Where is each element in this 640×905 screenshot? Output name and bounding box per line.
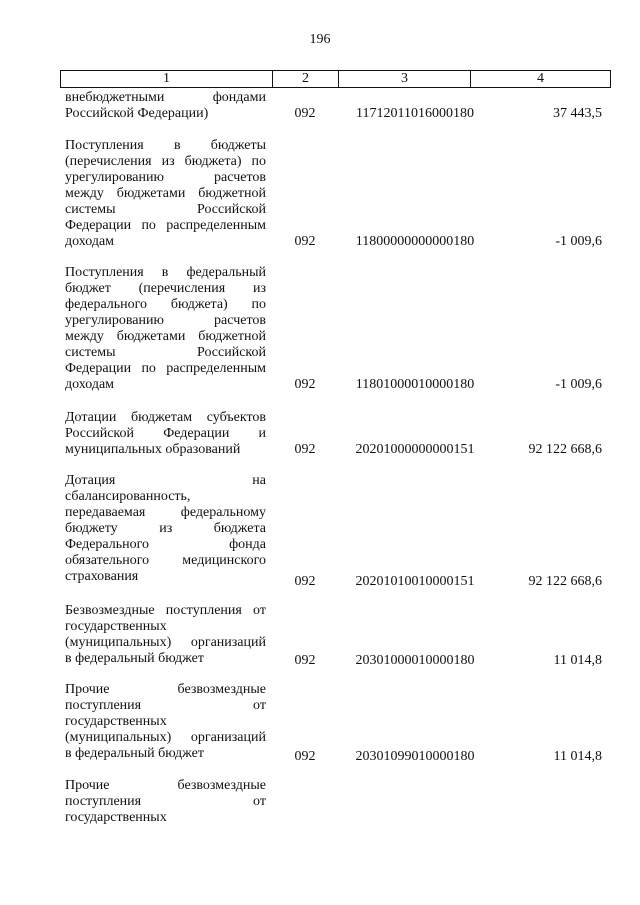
row-description xyxy=(65,682,266,762)
description-line: федерального бюджета) по xyxy=(65,297,266,312)
admin-code: 092 xyxy=(294,442,316,457)
description-line: обязательного медицинского xyxy=(65,553,266,568)
row-description xyxy=(65,138,266,250)
description-line: бюджету из бюджета xyxy=(65,521,266,536)
description-line: в федеральный бюджет xyxy=(65,651,204,666)
amount: 37 443,5 xyxy=(553,106,602,121)
amount: 92 122 668,6 xyxy=(528,442,602,457)
description-line: Федерации по распределенным xyxy=(65,218,266,233)
budget-classification-code: 11800000000000180 xyxy=(355,234,475,249)
amount: -1 009,6 xyxy=(555,377,602,392)
row-description xyxy=(65,265,266,393)
description-line: урегулированию расчетов xyxy=(65,313,266,328)
description-line: Безвозмездные поступления от xyxy=(65,603,266,618)
amount: 11 014,8 xyxy=(553,749,602,764)
description-line: между бюджетами бюджетной xyxy=(65,186,266,201)
admin-code: 092 xyxy=(294,234,316,249)
description-line: между бюджетами бюджетной xyxy=(65,329,266,344)
description-line: внебюджетными фондами xyxy=(65,90,266,105)
description-line: системы Российской xyxy=(65,202,266,217)
description-line: бюджет (перечисления из xyxy=(65,281,266,296)
description-line: государственных xyxy=(65,810,167,825)
admin-code: 092 xyxy=(294,653,316,668)
description-line: страхования xyxy=(65,569,139,584)
row-description xyxy=(65,410,266,458)
description-line: передаваемая федеральному xyxy=(65,505,266,520)
budget-classification-code: 11712011016000180 xyxy=(356,106,474,121)
description-line: Федерального фонда xyxy=(65,537,266,552)
description-line: (перечисления из бюджета) по xyxy=(65,154,266,169)
description-line: Дотация на xyxy=(65,473,266,488)
description-line: доходам xyxy=(65,234,115,249)
description-line: государственных xyxy=(65,714,167,729)
budget-classification-code: 11801000010000180 xyxy=(355,377,475,392)
description-line: Дотации бюджетам субъектов xyxy=(65,410,266,425)
budget-classification-code: 20201010010000151 xyxy=(355,574,475,589)
page-number: 196 xyxy=(309,32,331,47)
admin-code: 092 xyxy=(294,574,316,589)
description-line: поступления от xyxy=(65,794,266,809)
description-line: системы Российской xyxy=(65,345,266,360)
column-header-2: 2 xyxy=(273,71,339,87)
admin-code: 092 xyxy=(294,106,316,121)
column-header-1: 1 xyxy=(61,71,273,87)
column-header-3: 3 xyxy=(339,71,471,87)
budget-classification-code: 20301099010000180 xyxy=(355,749,475,764)
description-line: муниципальных образований xyxy=(65,442,241,457)
description-line: (муниципальных) организаций xyxy=(65,635,266,650)
admin-code: 092 xyxy=(294,377,316,392)
description-line: Российской Федерации) xyxy=(65,106,209,121)
row-description xyxy=(65,473,266,585)
description-line: Прочие безвозмездные xyxy=(65,682,266,697)
admin-code: 092 xyxy=(294,749,316,764)
amount: 92 122 668,6 xyxy=(528,574,602,589)
description-line: доходам xyxy=(65,377,115,392)
description-line: урегулированию расчетов xyxy=(65,170,266,185)
budget-classification-code: 20201000000000151 xyxy=(355,442,475,457)
column-header-4: 4 xyxy=(537,71,544,86)
amount: 11 014,8 xyxy=(553,653,602,668)
budget-classification-code: 20301000010000180 xyxy=(355,653,475,668)
description-line: государственных xyxy=(65,619,167,634)
row-description xyxy=(65,603,266,667)
column-header-row xyxy=(60,70,611,88)
description-line: Прочие безвозмездные xyxy=(65,778,266,793)
description-line: Федерации по распределенным xyxy=(65,361,266,376)
description-line: Российской Федерации и xyxy=(65,426,266,441)
description-line: Поступления в бюджеты xyxy=(65,138,266,153)
description-line: в федеральный бюджет xyxy=(65,746,204,761)
amount: -1 009,6 xyxy=(555,234,602,249)
row-description xyxy=(65,90,266,122)
description-line: сбалансированность, xyxy=(65,489,191,504)
row-description xyxy=(65,778,266,826)
description-line: (муниципальных) организаций xyxy=(65,730,266,745)
description-line: поступления от xyxy=(65,698,266,713)
description-line: Поступления в федеральный xyxy=(65,265,266,280)
